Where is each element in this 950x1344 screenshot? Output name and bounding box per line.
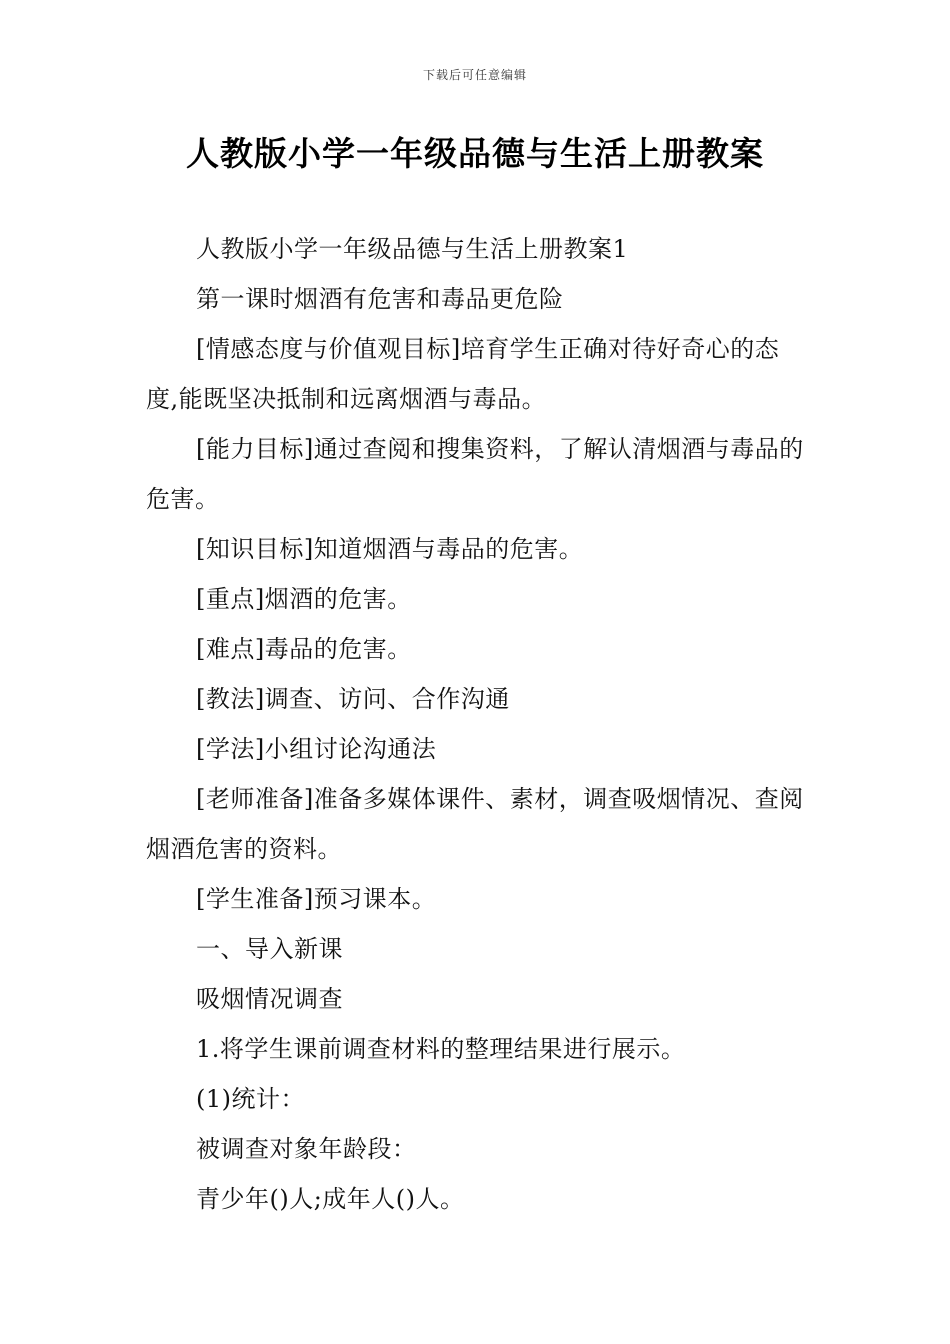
header-note: 下载后可任意编辑 bbox=[422, 68, 527, 82]
paragraph-age-counts: 青少年()人;成年人()人。 bbox=[196, 1185, 465, 1213]
paragraph-lesson-title: 第一课时烟酒有危害和毒品更危险 bbox=[196, 285, 564, 313]
paragraph-statistics: (1)统计： bbox=[196, 1085, 305, 1113]
paragraph-section-intro: 一、导入新课 bbox=[196, 935, 343, 963]
document-body bbox=[146, 224, 810, 1224]
paragraph-lesson-heading: 人教版小学一年级品德与生活上册教案1 bbox=[196, 235, 629, 263]
paragraph-key-point: [重点]烟酒的危害。 bbox=[196, 585, 412, 613]
paragraph-emotion-goal: [情感态度与价值观目标]培育学生正确对待好奇心的态度,能既坚决抵制和远离烟酒与毒品。 bbox=[146, 335, 780, 413]
paragraph-difficult-point: [难点]毒品的危害。 bbox=[196, 635, 412, 663]
document-title: 人教版小学一年级品德与生活上册教案 bbox=[186, 134, 764, 173]
paragraph-teacher-prep: [老师准备]准备多媒体课件、素材，调查吸烟情况、查阅烟酒危害的资料。 bbox=[146, 785, 804, 863]
paragraph-step-1: 1.将学生课前调查材料的整理结果进行展示。 bbox=[196, 1035, 686, 1063]
paragraph-knowledge-goal: [知识目标]知道烟酒与毒品的危害。 bbox=[196, 535, 584, 563]
paragraph-learning-method: [学法]小组讨论沟通法 bbox=[196, 735, 437, 763]
paragraph-student-prep: [学生准备]预习课本。 bbox=[196, 885, 437, 913]
paragraph-ability-goal: [能力目标]通过查阅和搜集资料，了解认清烟酒与毒品的危害。 bbox=[146, 435, 804, 513]
paragraph-teaching-method: [教法]调查、访问、合作沟通 bbox=[196, 685, 510, 713]
paragraph-age-group: 被调查对象年龄段： bbox=[196, 1135, 417, 1163]
paragraph-survey-title: 吸烟情况调查 bbox=[196, 985, 343, 1013]
